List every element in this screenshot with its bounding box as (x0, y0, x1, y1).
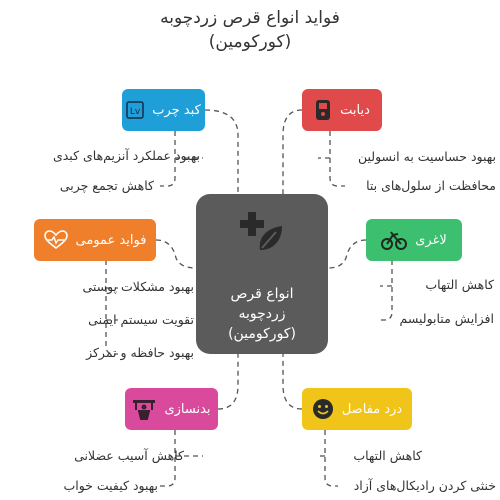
card-fatty-liver (122, 89, 205, 131)
glucose-meter-icon (314, 99, 332, 121)
bodybuilding-item-1: کاهش آسیب عضلانی (74, 448, 184, 463)
card-general-label: فواید عمومی (75, 232, 147, 248)
smiley-face-icon (312, 398, 334, 420)
svg-text:Lv: Lv (130, 107, 141, 117)
card-general-benefits (34, 219, 156, 261)
general-item-3: بهبود حافظه و تمرکز (86, 345, 194, 360)
center-label-line-2: زردچوبه (238, 306, 286, 322)
card-diabetes (302, 89, 382, 131)
center-label-line-3: (کورکومین) (228, 326, 296, 342)
diabetes-item-2: محافظت از سلول‌های بتا (366, 178, 496, 193)
joint-item-2: خنثی کردن رادیکال‌های آزاد (353, 478, 496, 493)
diagram-title (0, 6, 500, 54)
center-label-line-1: انواع قرص (230, 286, 294, 302)
joint-item-1: کاهش التهاب (353, 448, 422, 463)
weight-item-2: افزایش متابولیسم (399, 311, 494, 326)
card-weight-loss (366, 219, 462, 261)
liver-item-2: کاهش تجمع چربی (59, 178, 154, 193)
exercise-bike-icon (381, 230, 407, 250)
card-fatty-liver-label: کبد چرب (152, 102, 201, 118)
card-diabetes-label: دیابت (340, 102, 370, 118)
card-bodybuilding-label: بدنسازی (164, 401, 211, 417)
liver-lv-icon (126, 101, 144, 119)
title-line-2: (کورکومین) (208, 32, 292, 52)
card-weight-label: لاغری (415, 232, 447, 248)
diabetes-item-1: بهبود حساسیت به انسولین (357, 149, 496, 164)
liver-item-1: بهبود عملکرد آنزیم‌های کبدی (52, 148, 200, 163)
bodybuilding-item-2: بهبود کیفیت خواب (63, 478, 158, 493)
medical-leaf-icon (240, 210, 284, 258)
card-bodybuilding (125, 388, 218, 430)
weight-item-1: کاهش التهاب (425, 277, 494, 292)
general-item-2: تقویت سیستم ایمنی (88, 312, 194, 327)
card-joint-label: درد مفاصل (341, 401, 403, 417)
heart-pulse-icon (44, 230, 68, 250)
center-node (196, 194, 328, 354)
general-item-1: بهبود مشکلات پوستی (82, 279, 194, 294)
weightlifting-icon (132, 398, 156, 420)
card-joint-pain (302, 388, 412, 430)
title-line-1: فواید انواع قرص زردچوبه (160, 8, 340, 28)
